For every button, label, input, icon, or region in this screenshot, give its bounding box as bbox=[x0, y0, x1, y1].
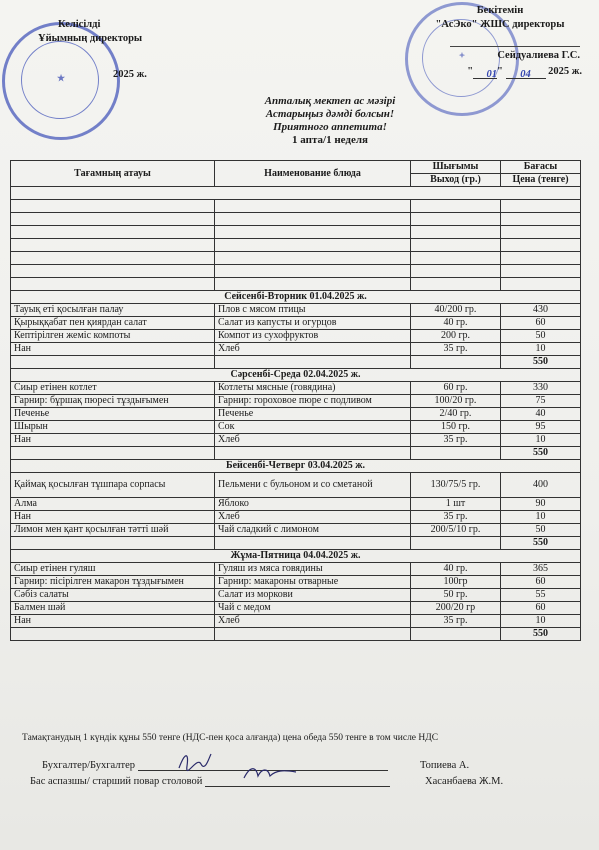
dish-yield: 40/200 гр. bbox=[411, 304, 501, 317]
dish-price: 95 bbox=[501, 421, 581, 434]
dish-name-kz: Нан bbox=[11, 511, 215, 524]
cook-name: Хасанбаева Ж.М. bbox=[425, 776, 504, 787]
title-line-2: Астарыңыз дәмді болсын! bbox=[265, 108, 395, 120]
dish-price: 50 bbox=[501, 330, 581, 343]
dish-name-ru: Салат из капусты и огурцов bbox=[215, 317, 411, 330]
dish-name-ru: Гуляш из мяса говядины bbox=[215, 563, 411, 576]
dish-yield: 100гр bbox=[411, 576, 501, 589]
dish-name-kz: Нан bbox=[11, 343, 215, 356]
day-title: Жұма-Пятница 04.04.2025 ж. bbox=[11, 550, 581, 563]
day-header-row bbox=[11, 369, 581, 382]
dish-name-ru: Хлеб bbox=[215, 434, 411, 447]
dish-price: 50 bbox=[501, 524, 581, 537]
empty-row bbox=[11, 265, 581, 278]
title-line-3: Приятного аппетита! bbox=[273, 121, 387, 133]
dish-name-kz: Сәбіз салаты bbox=[11, 589, 215, 602]
dish-name-kz: Лимон мен қант қосылған тәтті шәй bbox=[11, 524, 215, 537]
dish-name-kz: Қаймақ қосылған тұшпара сорпасы bbox=[11, 473, 215, 498]
cook-signature bbox=[240, 760, 300, 784]
dish-yield: 130/75/5 гр. bbox=[411, 473, 501, 498]
header-right-date: " 01" 04 2025 ж. bbox=[467, 66, 582, 80]
dish-yield: 200/20 гр bbox=[411, 602, 501, 615]
dish-name-ru: Печенье bbox=[215, 408, 411, 421]
dish-name-ru: Плов с мясом птицы bbox=[215, 304, 411, 317]
dish-name-ru: Компот из сухофруктов bbox=[215, 330, 411, 343]
dish-name-kz: Шырын bbox=[11, 421, 215, 434]
day-title: Сейсенбі-Вторник 01.04.2025 ж. bbox=[11, 291, 581, 304]
dish-price: 60 bbox=[501, 602, 581, 615]
header-left-line2: Ұйымның директоры bbox=[38, 33, 143, 44]
dish-price: 40 bbox=[501, 408, 581, 421]
empty-row bbox=[11, 252, 581, 265]
dish-name-ru: Чай с медом bbox=[215, 602, 411, 615]
menu-table bbox=[10, 160, 581, 641]
menu-row bbox=[11, 421, 581, 434]
day-title: Бейсенбі-Четверг 03.04.2025 ж. bbox=[11, 460, 581, 473]
day-header-row bbox=[11, 291, 581, 304]
dish-yield: 40 гр. bbox=[411, 563, 501, 576]
dish-name-kz: Тауық еті қосылған палау bbox=[11, 304, 215, 317]
header-left-line1: Келісілді bbox=[58, 19, 101, 30]
dish-name-ru: Чай сладкий с лимоном bbox=[215, 524, 411, 537]
dish-name-kz: Гарнир: бұршақ пюресі тұздығымен bbox=[11, 395, 215, 408]
title-line-1: Апталық мектеп ас мәзірі bbox=[264, 95, 396, 107]
day-total-row bbox=[11, 447, 581, 460]
header-name-ru: Наименование блюда bbox=[215, 161, 411, 187]
dish-yield: 200 гр. bbox=[411, 330, 501, 343]
dish-name-kz: Сиыр етінен котлет bbox=[11, 382, 215, 395]
day-total: 550 bbox=[501, 356, 581, 369]
header-right-name: Сейдуалиева Г.С. bbox=[497, 50, 580, 61]
menu-row bbox=[11, 395, 581, 408]
dish-yield: 150 гр. bbox=[411, 421, 501, 434]
dish-yield: 60 гр. bbox=[411, 382, 501, 395]
accountant-signature bbox=[175, 748, 215, 774]
day-total-row bbox=[11, 537, 581, 550]
header-left bbox=[18, 18, 198, 82]
header-yield-kz: Шығымы bbox=[411, 161, 501, 174]
menu-row bbox=[11, 589, 581, 602]
price-note: Тамақтанудың 1 күндік құны 550 тенге (НДС-пен қоса алғанда) цена обеда 550 тенге в том числе НДС bbox=[22, 733, 439, 743]
empty-row bbox=[11, 200, 581, 213]
dish-name-ru: Пельмени с бульоном и со сметаной bbox=[215, 473, 411, 498]
dish-price: 60 bbox=[501, 576, 581, 589]
header-yield-ru: Выход (гр.) bbox=[411, 174, 501, 187]
dish-yield: 50 гр. bbox=[411, 589, 501, 602]
dish-yield: 35 гр. bbox=[411, 511, 501, 524]
dish-price: 90 bbox=[501, 498, 581, 511]
dish-name-ru: Сок bbox=[215, 421, 411, 434]
day-total: 550 bbox=[501, 537, 581, 550]
dish-name-kz: Сиыр етінен гуляш bbox=[11, 563, 215, 576]
day-total-row bbox=[11, 628, 581, 641]
empty-row bbox=[11, 213, 581, 226]
dish-name-kz: Алма bbox=[11, 498, 215, 511]
accountant-name: Топиева А. bbox=[420, 760, 470, 771]
empty-row bbox=[11, 278, 581, 291]
left-stamp: ★ bbox=[2, 22, 120, 140]
menu-title bbox=[200, 95, 460, 147]
menu-row bbox=[11, 524, 581, 537]
dish-name-ru: Котлеты мясные (говядина) bbox=[215, 382, 411, 395]
menu-row bbox=[11, 563, 581, 576]
dish-name-kz: Нан bbox=[11, 434, 215, 447]
day-total-row bbox=[11, 356, 581, 369]
dish-price: 330 bbox=[501, 382, 581, 395]
empty-row bbox=[11, 239, 581, 252]
right-stamp: ✦ bbox=[405, 2, 519, 116]
header-price-ru: Цена (тенге) bbox=[501, 174, 581, 187]
menu-row bbox=[11, 408, 581, 421]
menu-row bbox=[11, 615, 581, 628]
dish-name-ru: Хлеб bbox=[215, 511, 411, 524]
menu-row bbox=[11, 602, 581, 615]
dish-price: 430 bbox=[501, 304, 581, 317]
menu-row bbox=[11, 330, 581, 343]
day-total: 550 bbox=[501, 628, 581, 641]
accountant-label: Бухгалтер/Бухгалтер bbox=[42, 760, 136, 771]
dish-yield: 35 гр. bbox=[411, 615, 501, 628]
day-total: 550 bbox=[501, 447, 581, 460]
cook-signature-line bbox=[30, 776, 390, 787]
empty-row bbox=[11, 226, 581, 239]
day-header-row bbox=[11, 460, 581, 473]
dish-name-kz: Балмен шәй bbox=[11, 602, 215, 615]
empty-row bbox=[11, 187, 581, 200]
dish-price: 10 bbox=[501, 343, 581, 356]
header-left-date: 2025 ж. bbox=[113, 69, 147, 80]
title-line-4: 1 апта/1 неделя bbox=[292, 134, 368, 146]
dish-name-kz: Нан bbox=[11, 615, 215, 628]
dish-price: 75 bbox=[501, 395, 581, 408]
dish-name-kz: Қырыққабат пен қиярдан салат bbox=[11, 317, 215, 330]
header-right-line1: Бекітемін bbox=[476, 5, 524, 16]
menu-row bbox=[11, 498, 581, 511]
dish-price: 60 bbox=[501, 317, 581, 330]
dish-yield: 200/5/10 гр. bbox=[411, 524, 501, 537]
menu-row bbox=[11, 434, 581, 447]
dish-yield: 40 гр. bbox=[411, 317, 501, 330]
dish-yield: 1 шт bbox=[411, 498, 501, 511]
dish-price: 55 bbox=[501, 589, 581, 602]
dish-name-kz: Печенье bbox=[11, 408, 215, 421]
dish-yield: 2/40 гр. bbox=[411, 408, 501, 421]
menu-row bbox=[11, 304, 581, 317]
menu-row bbox=[11, 473, 581, 498]
day-title: Сәрсенбі-Среда 02.04.2025 ж. bbox=[11, 369, 581, 382]
cook-label: Бас аспазшы/ старший повар столовой bbox=[30, 776, 203, 787]
dish-name-ru: Хлеб bbox=[215, 343, 411, 356]
dish-price: 10 bbox=[501, 511, 581, 524]
dish-name-kz: Кептірілген жеміс компоты bbox=[11, 330, 215, 343]
menu-row bbox=[11, 382, 581, 395]
dish-name-ru: Салат из моркови bbox=[215, 589, 411, 602]
dish-name-kz: Гарнир: пісірілген макарон тұздығымен bbox=[11, 576, 215, 589]
dish-yield: 35 гр. bbox=[411, 343, 501, 356]
header-right bbox=[410, 4, 590, 79]
menu-row bbox=[11, 511, 581, 524]
dish-name-ru: Яблоко bbox=[215, 498, 411, 511]
dish-yield: 35 гр. bbox=[411, 434, 501, 447]
dish-price: 10 bbox=[501, 615, 581, 628]
menu-row bbox=[11, 576, 581, 589]
dish-price: 400 bbox=[501, 473, 581, 498]
dish-name-ru: Гарнир: макароны отварные bbox=[215, 576, 411, 589]
dish-price: 10 bbox=[501, 434, 581, 447]
menu-row bbox=[11, 343, 581, 356]
menu-row bbox=[11, 317, 581, 330]
day-header-row bbox=[11, 550, 581, 563]
dish-name-ru: Хлеб bbox=[215, 615, 411, 628]
dish-yield: 100/20 гр. bbox=[411, 395, 501, 408]
header-right-line2: "АсЭко" ЖШС директоры bbox=[435, 19, 565, 30]
header-name-kz: Тағамның атауы bbox=[11, 161, 215, 187]
header-price-kz: Бағасы bbox=[501, 161, 581, 174]
dish-price: 365 bbox=[501, 563, 581, 576]
dish-name-ru: Гарнир: гороховое пюре с подливом bbox=[215, 395, 411, 408]
